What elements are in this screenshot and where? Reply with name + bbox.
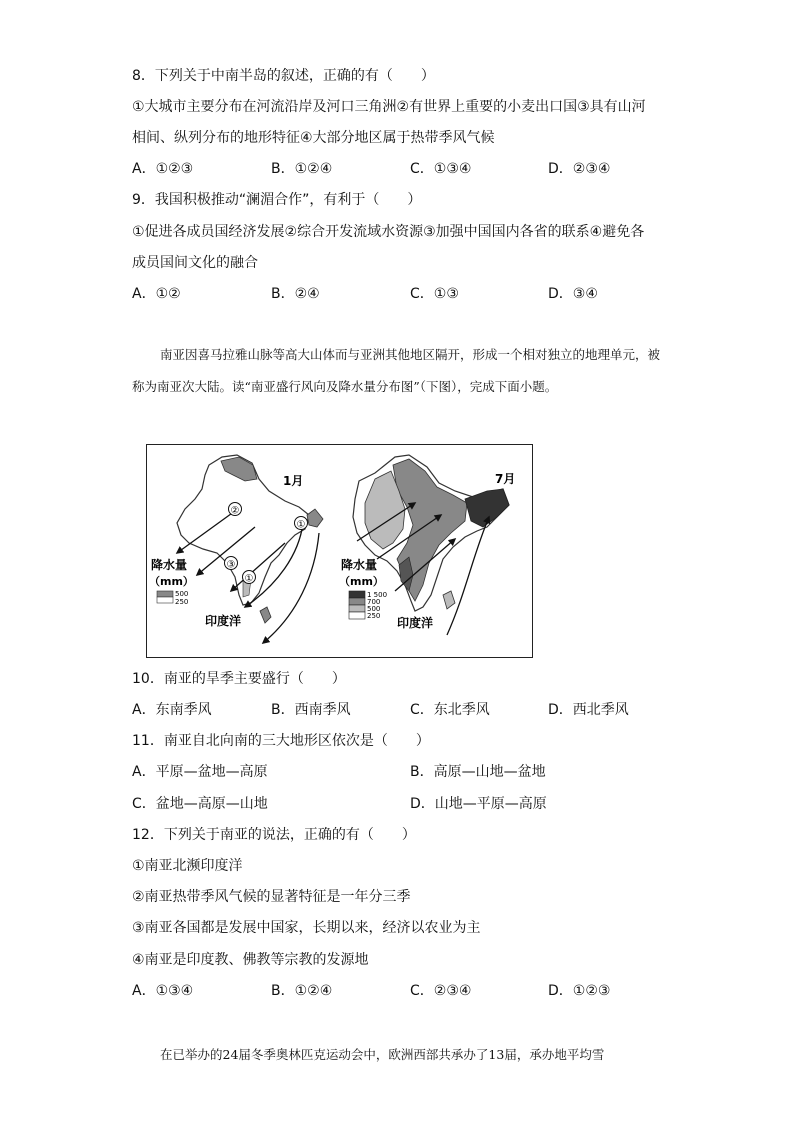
q11-stem: 11．南亚自北向南的三大地形区依次是（ ） bbox=[132, 733, 430, 749]
jan-month-label: 1月 bbox=[283, 474, 304, 488]
jan-precip-east bbox=[307, 509, 323, 527]
q9-option-b[interactable]: B．②④ bbox=[271, 286, 320, 302]
q9-statements-line2: 成员国间文化的融合 bbox=[132, 255, 258, 271]
south-asia-wind-precipitation-map bbox=[146, 444, 533, 658]
q12-stem: 12．下列关于南亚的说法，正确的有（ ） bbox=[132, 827, 416, 843]
q8-option-d[interactable]: D．②③④ bbox=[548, 161, 611, 177]
q9-option-a[interactable]: A．①② bbox=[132, 286, 181, 302]
q12-option-c[interactable]: C．②③④ bbox=[410, 983, 472, 999]
jul-legend-title: 降水量 bbox=[341, 558, 378, 572]
jul-legend-swatch-700 bbox=[349, 598, 365, 605]
july-map bbox=[339, 455, 515, 635]
q8-statements-line2: 相间、纵列分布的地形特征④大部分地区属于热带季风气候 bbox=[132, 130, 495, 146]
passage-south-asia: 南亚因喜马拉雅山脉等高大山体而与亚洲其他地区隔开，形成一个相对独立的地理单元，被称为南亚次大陆。读“南亚盛行风向及降水量分布图”（下图），完成下面小题。 bbox=[132, 347, 661, 394]
q8-option-a[interactable]: A．①②③ bbox=[132, 161, 194, 177]
jul-precip-srilanka bbox=[443, 591, 455, 609]
jul-legend-swatch-1500 bbox=[349, 591, 365, 598]
jan-marker-3: ③ bbox=[226, 559, 236, 571]
passage-winter-olympics: 在已举办的24届冬季奥林匹克运动会中，欧洲西部共承办了13届，承办地平均雪 bbox=[160, 1047, 605, 1062]
q12-statement-1: ①南亚北濒印度洋 bbox=[132, 858, 243, 874]
january-map bbox=[149, 455, 323, 643]
jan-marker-2: ② bbox=[230, 505, 240, 517]
q12-option-a[interactable]: A．①③④ bbox=[132, 983, 194, 999]
q8-option-c[interactable]: C．①③④ bbox=[410, 161, 472, 177]
jul-legend-unit: （mm） bbox=[339, 575, 384, 588]
q10-option-b[interactable]: B．西南季风 bbox=[271, 702, 351, 718]
q12-option-d[interactable]: D．①②③ bbox=[548, 983, 611, 999]
q9-option-c[interactable]: C．①③ bbox=[410, 286, 459, 302]
jul-legend-value-500: 500 bbox=[367, 605, 381, 613]
q10-stem: 10．南亚的旱季主要盛行（ ） bbox=[132, 671, 346, 687]
jan-legend-value-500: 500 bbox=[175, 590, 189, 598]
jan-legend-value-250: 250 bbox=[175, 598, 189, 606]
jul-legend-value-250: 250 bbox=[367, 612, 381, 620]
jan-marker-1b: ① bbox=[296, 519, 306, 531]
q8-stem: 8．下列关于中南半岛的叙述，正确的有（ ） bbox=[132, 68, 435, 84]
q12-statement-4: ④南亚是印度教、佛教等宗教的发源地 bbox=[132, 952, 369, 968]
q11-option-d[interactable]: D．山地—平原—高原 bbox=[410, 796, 547, 812]
q11-option-c[interactable]: C．盆地—高原—山地 bbox=[132, 796, 268, 812]
q11-option-a[interactable]: A．平原—盆地—高原 bbox=[132, 764, 268, 780]
q9-option-d[interactable]: D．③④ bbox=[548, 286, 598, 302]
q10-option-d[interactable]: D．西北季风 bbox=[548, 702, 629, 718]
jul-legend-value-700: 700 bbox=[367, 598, 381, 606]
q10-option-a[interactable]: A．东南季风 bbox=[132, 702, 212, 718]
jan-legend-swatch-500 bbox=[157, 591, 173, 597]
q12-statement-3: ③南亚各国都是发展中国家，长期以来，经济以农业为主 bbox=[132, 920, 481, 936]
jul-legend-value-1500: 1 500 bbox=[367, 591, 388, 599]
jan-precip-srilanka bbox=[260, 607, 271, 623]
jul-legend-swatch-500 bbox=[349, 605, 365, 612]
jan-marker-1a: ① bbox=[244, 573, 254, 585]
q9-statements-line1: ①促进各成员国经济发展②综合开发流域水资源③加强中国国内各省的联系④避免各 bbox=[132, 224, 645, 240]
q10-option-c[interactable]: C．东北季风 bbox=[410, 702, 490, 718]
jan-legend-unit: （mm） bbox=[149, 575, 194, 588]
jul-ocean-label: 印度洋 bbox=[397, 616, 434, 630]
q9-stem: 9．我国积极推动“澜湄合作”，有利于（ ） bbox=[132, 192, 422, 208]
q8-option-b[interactable]: B．①②④ bbox=[271, 161, 333, 177]
q11-option-b[interactable]: B．高原—山地—盆地 bbox=[410, 764, 546, 780]
map-svg bbox=[147, 445, 531, 656]
q12-option-b[interactable]: B．①②④ bbox=[271, 983, 333, 999]
q8-statements-line1: ①大城市主要分布在河流沿岸及河口三角洲②有世界上重要的小麦出口国③具有山河 bbox=[132, 99, 646, 115]
q12-statement-2: ②南亚热带季风气候的显著特征是一年分三季 bbox=[132, 889, 411, 905]
jul-legend-swatch-250 bbox=[349, 612, 365, 619]
jul-month-label: 7月 bbox=[495, 472, 516, 486]
jan-legend-title: 降水量 bbox=[151, 558, 188, 572]
jan-ocean-label: 印度洋 bbox=[205, 614, 242, 628]
jan-legend-swatch-250 bbox=[157, 597, 173, 603]
